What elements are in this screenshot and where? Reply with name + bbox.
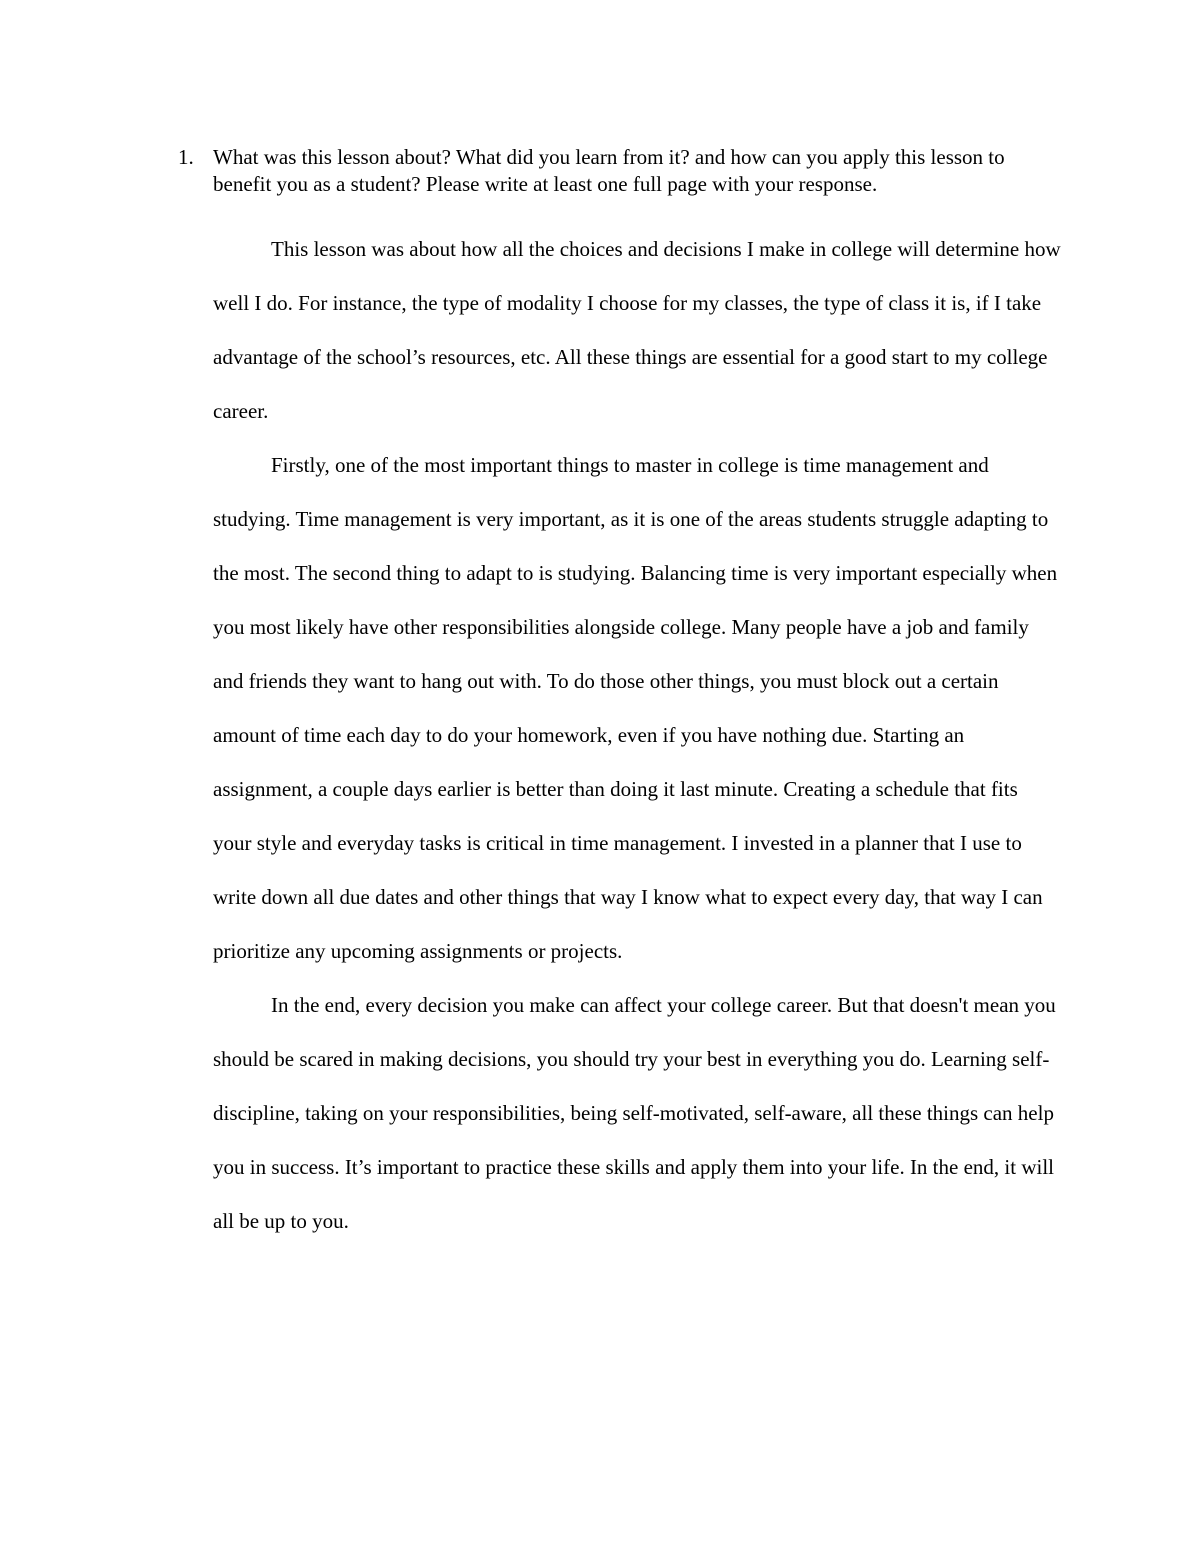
paragraph-conclusion: In the end, every decision you make can affect your college career. But that doesn't mean you should be scared in making decisions, you should try your best in everything you do. Learning self-discipline, taking on your responsibilities, being self-motivated, self-aware, all these things can help you in success. It’s important to practice these skills and apply them into your life. In the end, it will all be up to you. xyxy=(213,993,1056,1233)
response-body xyxy=(213,222,1061,1248)
paragraph-time-management: Firstly, one of the most important things to master in college is time management and studying. Time management is very important, as it is one of the areas students struggle adapting to the most. The second thing to adapt to is studying. Balancing time is very important especially when you most likely have other responsibilities alongside college. Many people have a job and family and friends they want to hang out with. To do those other things, you must block out a certain amount of time each day to do your homework, even if you have nothing due. Starting an assignment, a couple days earlier is better than doing it last minute. Creating a schedule that fits your style and everyday tasks is critical in time management. I invested in a planner that I use to write down all due dates and other things that way I know what to expect every day, that way I can prioritize any upcoming assignments or projects. xyxy=(213,453,1058,963)
question-number: 1. xyxy=(178,145,194,169)
paragraph-intro: This lesson was about how all the choices and decisions I make in college will determine how well I do. For instance, the type of modality I choose for my classes, the type of class it is, if I take advantage of the school’s resources, etc. All these things are essential for a good start to my college career. xyxy=(213,237,1061,423)
question-text: What was this lesson about? What did you learn from it? and how can you apply this lesson to benefit you as a student? Please write at least one full page with your response. xyxy=(213,145,1005,196)
